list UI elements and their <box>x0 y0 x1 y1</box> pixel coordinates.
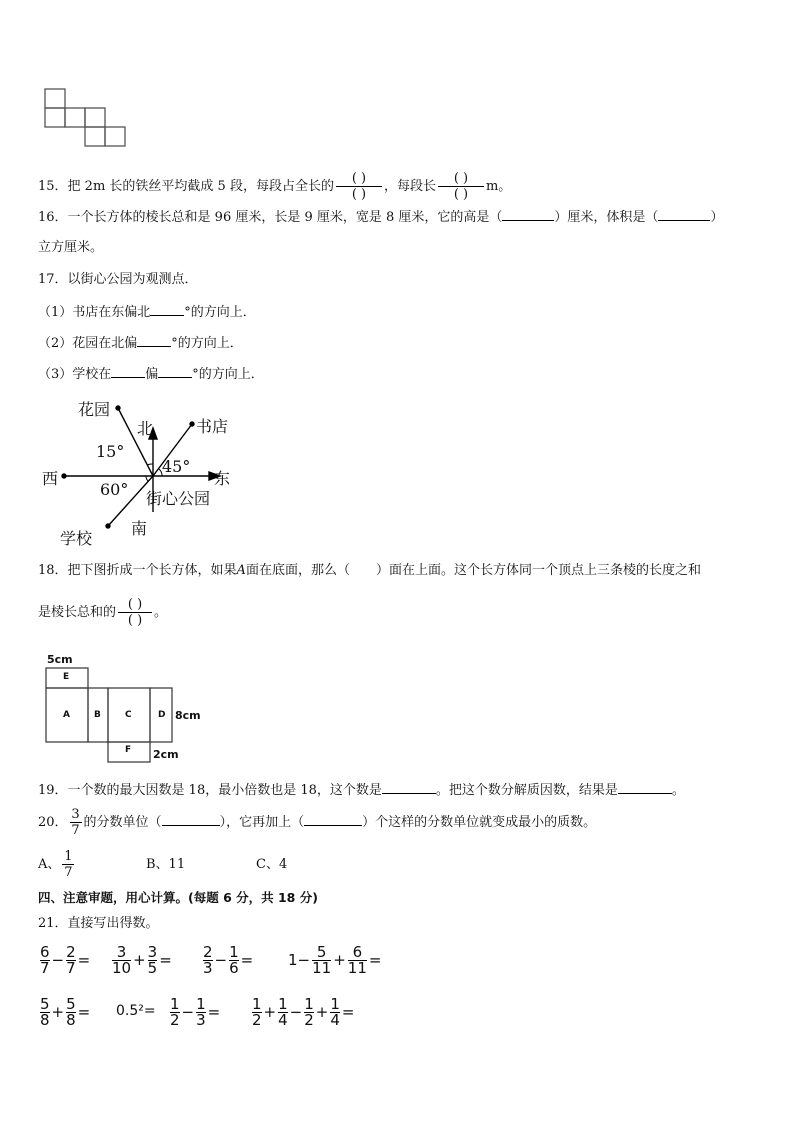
q15-text-c: m。 <box>485 179 512 194</box>
net-face-b: B <box>94 710 101 720</box>
q20-option-a-top: 1 <box>64 849 73 864</box>
q18-text-line2a: 是棱长总和的 <box>38 605 117 620</box>
label-east: 东 <box>214 469 231 488</box>
q21-r1-expr4: 1− $\frac{5}{11}$ + $\frac{6}{11}$ = <box>288 942 382 977</box>
q20-option-a-label: A、 <box>38 857 61 872</box>
q18-face-a: A <box>236 563 246 578</box>
q18-text-line2b: 。 <box>154 605 168 620</box>
net-dim-right: 8cm <box>175 709 201 722</box>
q19-text-c: 。 <box>671 783 685 798</box>
q19-text-a: 19．一个数的最大因数是 18，最小倍数也是 18，这个数是 <box>38 783 382 798</box>
q20-blank-2[interactable] <box>304 812 362 826</box>
q15-frac1-bottom: ( ) <box>351 187 367 202</box>
q16-text-a: 16．一个长方体的棱长总和是 96 厘米，长是 9 厘米，宽是 8 厘米，它的高是（ <box>38 210 503 225</box>
q15-frac1-top: ( ) <box>351 171 367 186</box>
q16-volume-blank[interactable] <box>658 207 710 221</box>
q19-text-b: 。把这个数分解质因数，结果是 <box>435 783 618 798</box>
q17-item3-text-a: （3）学校在 <box>38 367 112 382</box>
net-dim-bottom: 2cm <box>153 748 179 761</box>
q17-item-2 <box>38 333 243 353</box>
q17-item2-text-a: （2）花园在北偏 <box>38 336 138 351</box>
q17-item1-text-b: °的方向上． <box>184 305 256 320</box>
q17-item2-text-b: °的方向上． <box>171 336 243 351</box>
net-face-e: E <box>63 672 70 682</box>
net-face-a: A <box>63 710 70 720</box>
q15-fraction-1 <box>336 172 382 201</box>
label-angle-15: 15° <box>96 442 125 461</box>
q20-frac-bottom: 7 <box>71 823 80 838</box>
q16-text-b: ）厘米，体积是（ <box>554 210 659 225</box>
label-flower-garden: 花园 <box>78 400 111 419</box>
question-18-line2 <box>38 598 167 627</box>
q17-item1-text-a: （1）书店在东偏北 <box>38 305 151 320</box>
net-face-f: F <box>125 745 132 755</box>
staircase-net-figure <box>44 88 128 148</box>
question-20 <box>38 806 596 840</box>
q18-fraction <box>118 598 152 627</box>
q17-item3-text-b: 偏 <box>145 367 159 382</box>
question-19 <box>38 780 685 800</box>
label-bookstore: 书店 <box>196 417 229 436</box>
q19-blank-2[interactable] <box>618 780 672 794</box>
q20-text-a: 的分数单位（ <box>83 815 162 830</box>
q17-item1-blank[interactable] <box>150 302 184 316</box>
section-4-heading: 四、注意审题，用心计算。(每题 6 分，共 18 分) <box>38 890 318 905</box>
q17-item-3 <box>38 364 264 384</box>
q19-blank-1[interactable] <box>382 780 436 794</box>
q16-height-blank[interactable] <box>502 207 554 221</box>
q16-text-c: ） <box>710 210 724 225</box>
q21-r2-expr4: $\frac{1}{2}$ + $\frac{1}{4}$ − $\frac{1}{2}$ + $\frac{1}{4}$ = <box>252 994 355 1029</box>
q20-option-a-fraction <box>62 850 74 879</box>
q17-item3-text-c: °的方向上． <box>192 367 264 382</box>
net-dim-top: 5cm <box>47 653 73 666</box>
label-north: 北 <box>137 419 154 438</box>
question-21-title: 21．直接写出得数。 <box>38 916 159 931</box>
box-net-figure <box>44 652 214 764</box>
q20-option-a[interactable] <box>38 849 76 880</box>
q20-option-c[interactable]: C、4 <box>256 857 288 872</box>
q21-r2-expr1: $\frac{5}{8}$ + $\frac{5}{8}$ = <box>40 994 91 1029</box>
q17-item3-blank-1[interactable] <box>111 364 145 378</box>
q15-text-b: ，每段长 <box>383 179 436 194</box>
q20-option-b[interactable]: B、11 <box>146 857 186 872</box>
q15-text-a: 15．把 2m 长的铁丝平均截成 5 段，每段占全长的 <box>38 179 334 194</box>
q20-text-c: ）个这样的分数单位就变成最小的质数。 <box>362 815 597 830</box>
q18-text-c: ）面在上面。这个长方体同一个顶点上三条棱的长度之和 <box>375 563 701 578</box>
question-17-title: 17．以街心公园为观测点． <box>38 272 198 287</box>
question-15 <box>38 172 511 201</box>
q17-item-1 <box>38 302 256 322</box>
label-center-park: 街心公园 <box>146 489 211 508</box>
q17-item2-blank[interactable] <box>137 333 171 347</box>
label-angle-45: 45° <box>162 457 191 476</box>
question-16-line2: 立方厘米。 <box>38 240 104 255</box>
q15-frac2-top: ( ) <box>453 171 469 186</box>
q21-r1-expr1: $\frac{6}{7}$ − $\frac{2}{7}$ = <box>40 942 91 977</box>
q18-frac-bottom: ( ) <box>127 613 143 628</box>
q18-text-a: 18．把下图折成一个长方体，如果 <box>38 563 237 578</box>
question-18-line1 <box>38 562 701 580</box>
q20-option-a-bottom: 7 <box>64 865 73 880</box>
net-face-c: C <box>125 710 132 720</box>
q20-options <box>38 848 288 882</box>
q18-frac-top: ( ) <box>127 597 143 612</box>
q21-r2-expr2: 0.5²= <box>116 1003 156 1019</box>
label-west: 西 <box>42 469 59 488</box>
q21-r1-expr2: $\frac{3}{10}$ + $\frac{3}{5}$ = <box>112 942 172 977</box>
q21-r1-expr3: $\frac{2}{3}$ − $\frac{1}{6}$ = <box>203 942 254 977</box>
q20-number: 20． <box>38 815 68 830</box>
question-16-line1 <box>38 207 723 227</box>
q15-fraction-2 <box>438 172 484 201</box>
q20-frac-top: 3 <box>71 807 80 822</box>
q18-text-b: 面在底面，那么（ <box>245 563 350 578</box>
q15-frac2-bottom: ( ) <box>453 187 469 202</box>
label-school: 学校 <box>60 529 93 548</box>
q20-text-b: ），它再加上（ <box>219 815 305 830</box>
q21-r2-expr3: $\frac{1}{2}$ − $\frac{1}{3}$ = <box>170 994 221 1029</box>
q17-item3-blank-2[interactable] <box>158 364 192 378</box>
q20-fraction <box>70 808 82 837</box>
label-angle-60: 60° <box>100 480 129 499</box>
direction-diagram <box>38 394 248 550</box>
label-south: 南 <box>131 519 148 538</box>
q20-blank-1[interactable] <box>162 812 220 826</box>
net-face-d: D <box>158 710 166 720</box>
